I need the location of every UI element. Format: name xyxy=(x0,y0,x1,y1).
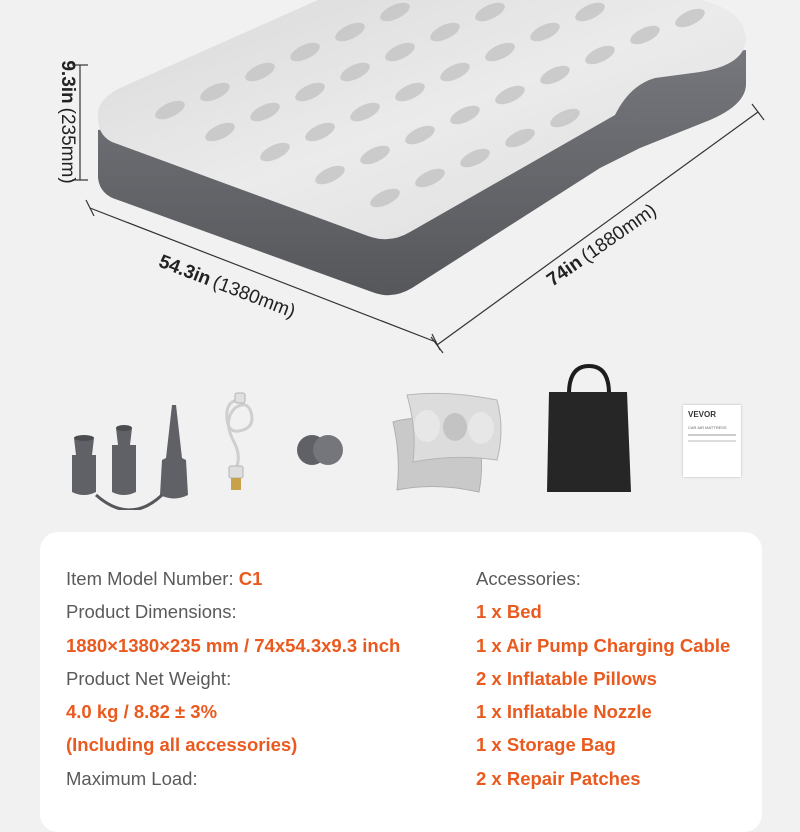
width-mm: (1380mm) xyxy=(209,271,299,323)
model-number-label: Item Model Number: xyxy=(66,568,239,589)
manual-title: CAR AIR MATTRESS xyxy=(688,425,727,430)
length-in: 74in xyxy=(543,251,587,291)
accessories-list xyxy=(476,562,730,795)
width-in: 54.3in xyxy=(155,251,214,291)
storage-bag-icon xyxy=(545,360,635,495)
net-weight-note: (Including all accessories) xyxy=(66,734,298,756)
height-label xyxy=(57,60,78,183)
width-label xyxy=(156,251,298,322)
product-specs-column xyxy=(66,562,400,795)
charging-cable-icon xyxy=(215,390,265,495)
manual-brand: VEVOR xyxy=(688,410,717,419)
inflatable-pillows-icon xyxy=(385,390,505,500)
length-label xyxy=(543,200,660,291)
dimensions-value: 1880×1380×235 mm / 74x54.3x9.3 inch xyxy=(66,634,401,656)
height-mm: (235mm) xyxy=(57,107,78,184)
dimensions-label: Product Dimensions: xyxy=(66,601,237,623)
model-number-value: C1 xyxy=(238,568,263,589)
repair-patches-icon xyxy=(296,430,346,470)
net-weight-value: 4.0 kg / 8.82 ± 3% xyxy=(66,701,218,723)
accessory-item: 1 x Storage Bag xyxy=(476,734,616,756)
accessories-heading: Accessories: xyxy=(476,568,581,589)
length-mm: (1880mm) xyxy=(577,200,661,267)
accessory-item: 1 x Bed xyxy=(476,601,542,623)
pump-nozzles-icon xyxy=(60,400,205,510)
accessories-images xyxy=(0,360,800,520)
model-number-row xyxy=(66,562,400,595)
accessory-item: 1 x Air Pump Charging Cable xyxy=(476,634,731,656)
accessory-item: 2 x Repair Patches xyxy=(476,767,641,789)
net-weight-label: Product Net Weight: xyxy=(66,667,232,689)
height-in: 9.3in xyxy=(57,60,78,104)
accessory-item: 1 x Inflatable Nozzle xyxy=(476,701,652,723)
max-load-label: Maximum Load: xyxy=(66,767,198,789)
user-manual xyxy=(683,405,741,477)
manual-divider xyxy=(688,440,736,442)
manual-divider xyxy=(688,434,736,436)
accessory-item: 2 x Inflatable Pillows xyxy=(476,667,657,689)
specifications-card xyxy=(40,532,762,832)
